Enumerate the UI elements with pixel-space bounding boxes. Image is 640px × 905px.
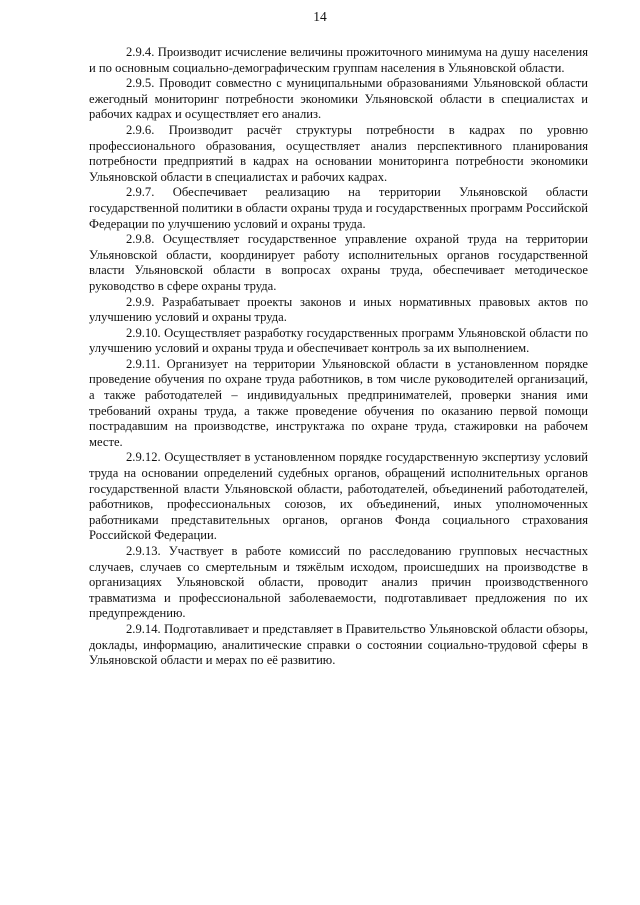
document-body [89, 45, 588, 669]
paragraph-2-9-14: 2.9.14. Подготавливает и представляет в Правительство Ульяновской области обзоры, доклады, информацию, аналитические справки о состоянии социально-трудовой сферы в Ульяновской области и мерах по её развитию. [89, 621, 588, 668]
paragraph-2-9-6: 2.9.6. Производит расчёт структуры потребности в кадрах по уровню профессионального образования, осуществляет анализ перспективного планирования потребности предприятий в кадрах на основании мониторинга потребности экономики Ульяновской области в специалистах и рабочих кадрах. [89, 122, 588, 184]
paragraph-2-9-12: 2.9.12. Осуществляет в установленном порядке государственную экспертизу условий труда на основании определений судебных органов, обращений исполнительных органов государственной власти Ульяновской области, работодателей, объединений работодателей, работников, профессиональных союзов, их объединений, иных уполномоченных работниками представительных органов, органов Фонда социального страхования Российской Федерации. [89, 450, 588, 543]
paragraph-2-9-13: 2.9.13. Участвует в работе комиссий по расследованию групповых несчастных случаев, случаев со смертельным и тяжёлым исходом, происшедших на производстве в организациях Ульяновской области, проводит анализ причин производственного травматизма и профессиональной заболеваемости, подготавливает предложения по их предупреждению. [89, 544, 588, 621]
page-number: 14 [313, 9, 327, 24]
paragraph-2-9-4: 2.9.4. Производит исчисление величины прожиточного минимума на душу населения и по основным социально-демографическим группам населения в Ульяновской области. [89, 45, 588, 75]
paragraph-2-9-5: 2.9.5. Проводит совместно с муниципальными образованиями Ульяновской области ежегодный мониторинг потребности экономики Ульяновской области в специалистах и рабочих кадрах и осуществляет его анализ. [89, 76, 588, 122]
paragraph-2-9-10: 2.9.10. Осуществляет разработку государственных программ Ульяновской области по улучшению условий и охраны труда и обеспечивает контроль за их выполнением. [89, 325, 588, 356]
paragraph-2-9-11: 2.9.11. Организует на территории Ульяновской области в установленном порядке проведение обучения по охране труда работников, в том числе руководителей организаций, а также работодателей – индивидуальных предпринимателей, проверки знания ими требований охраны труда, а также проведение обучения по оказанию первой помощи пострадавшим на производстве, инструктажа по охране труда, стажировки на рабочем месте. [89, 356, 588, 449]
paragraph-2-9-9: 2.9.9. Разрабатывает проекты законов и иных нормативных правовых актов по улучшению условий и охраны труда. [89, 294, 588, 325]
paragraph-2-9-8: 2.9.8. Осуществляет государственное управление охраной труда на территории Ульяновской области, координирует работу исполнительных органов государственной власти Ульяновской области в вопросах охраны труда, обеспечивает методическое руководство в сфере охраны труда. [89, 232, 588, 293]
paragraph-2-9-7: 2.9.7. Обеспечивает реализацию на территории Ульяновской области государственной политики в области охраны труда и государственных программ Российской Федерации по улучшению условий и охраны труда. [89, 185, 588, 231]
